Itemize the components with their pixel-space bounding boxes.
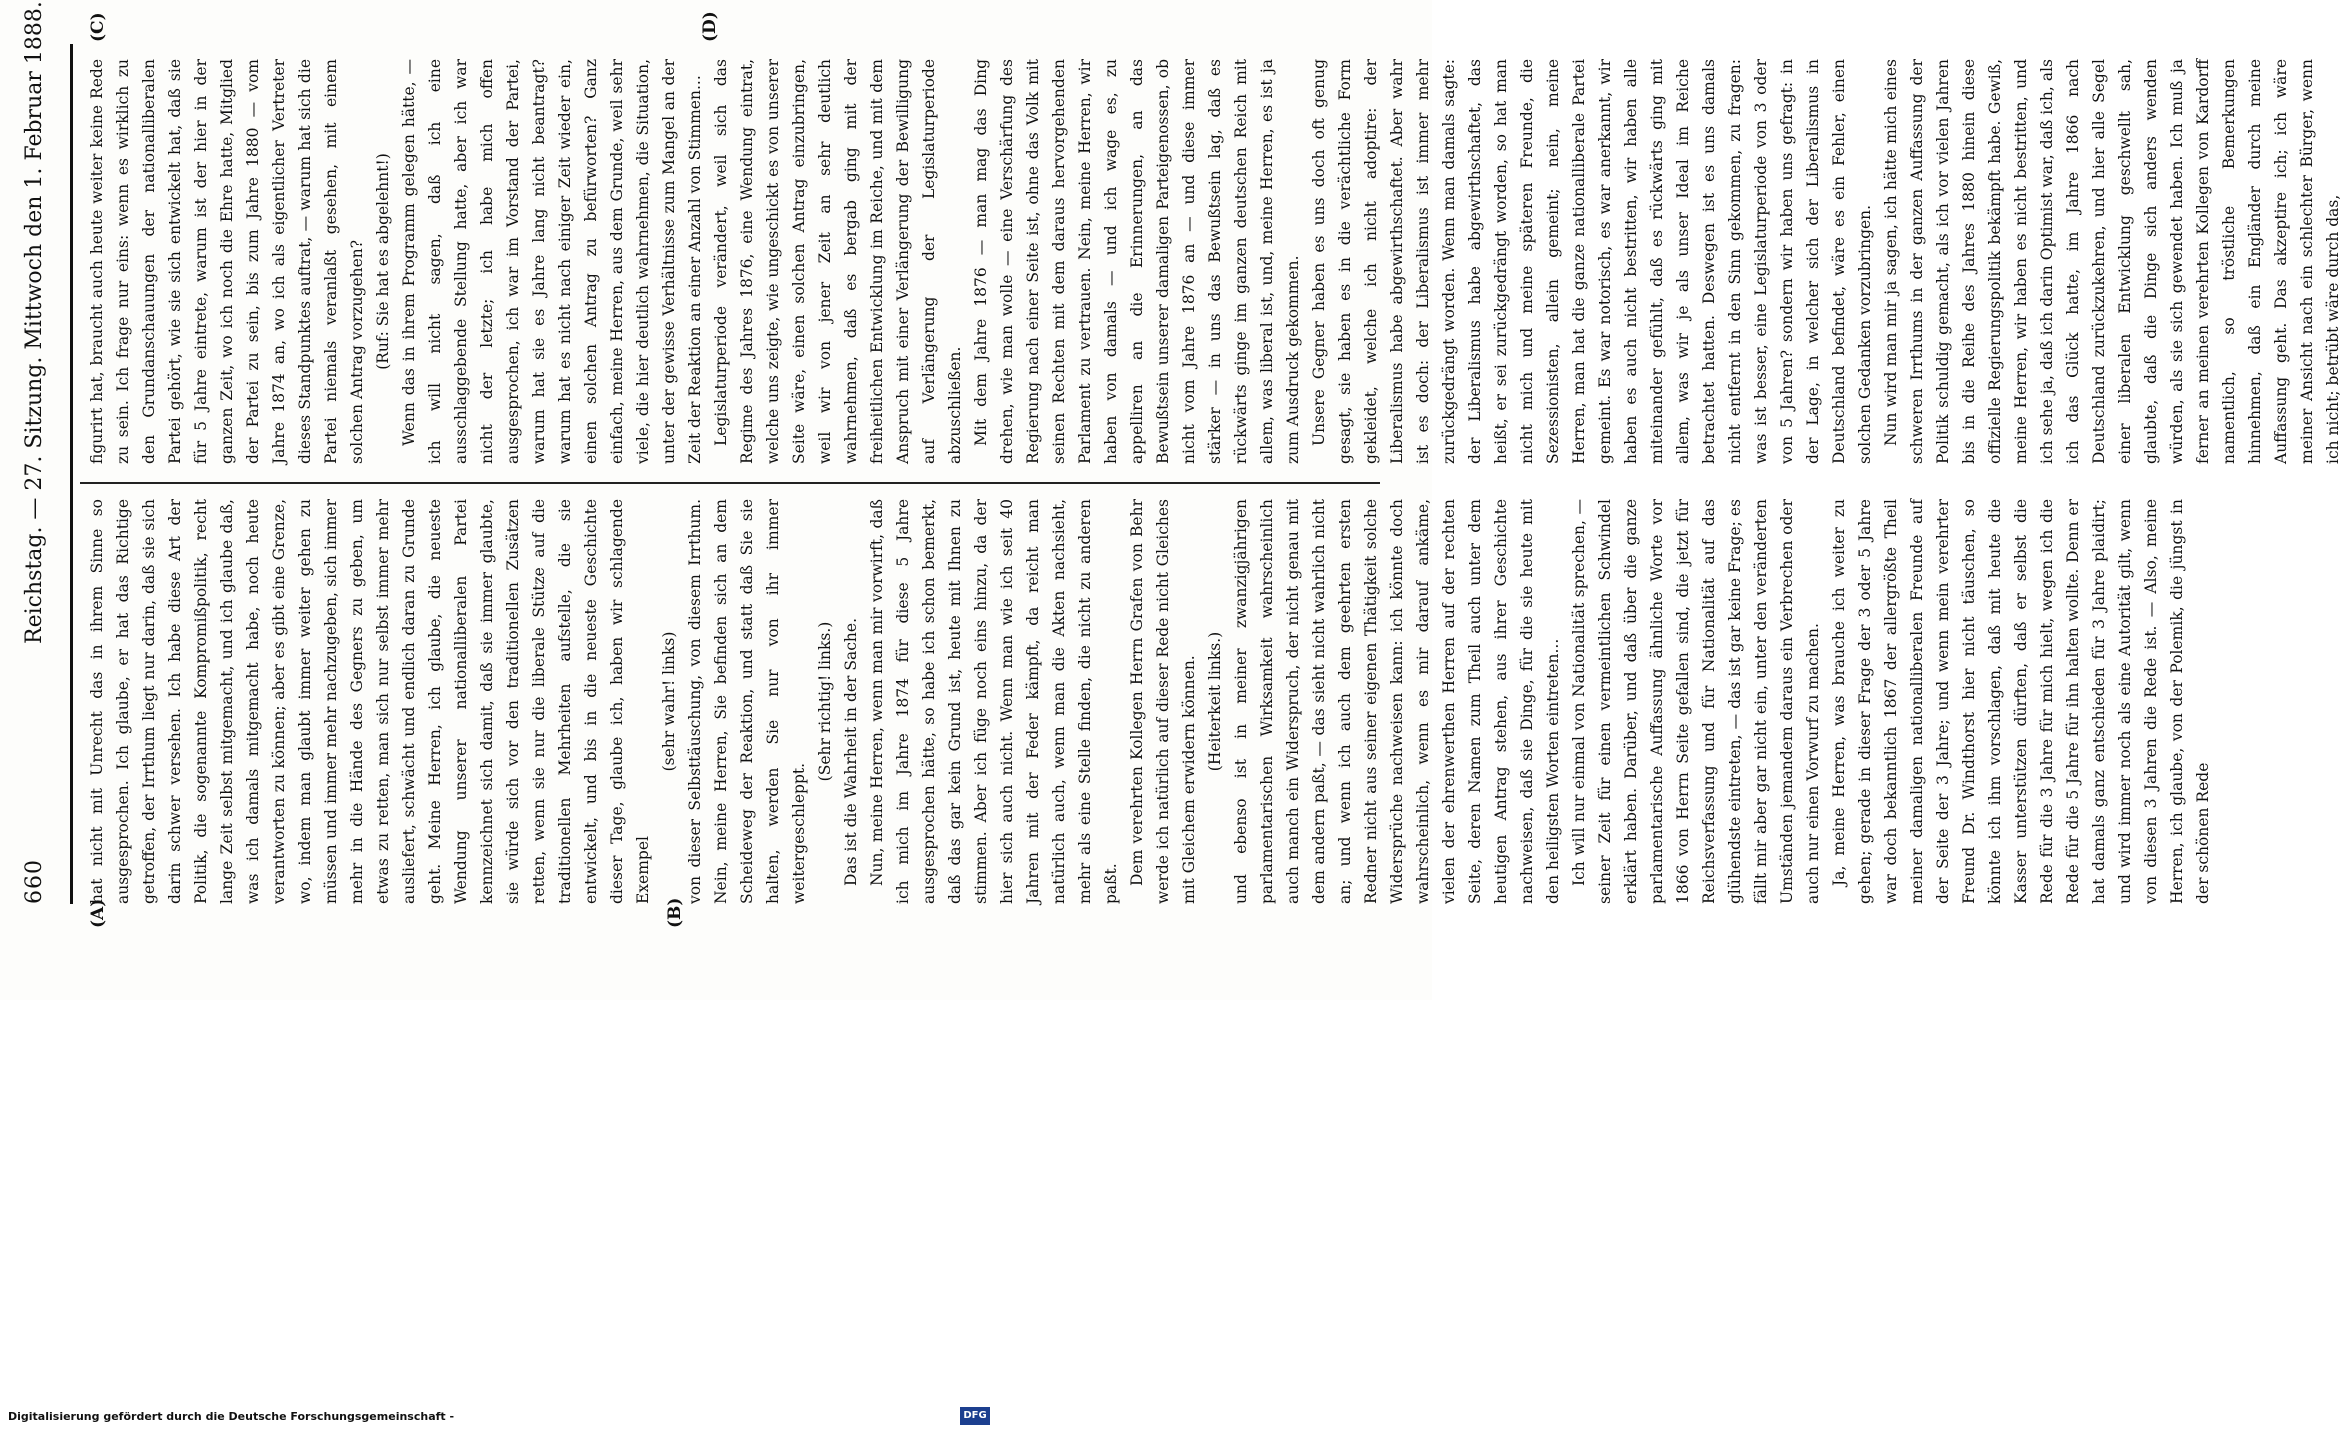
paragraph: Legislaturperiode verändert, weil sich das Regime des Jahres 1876, eine Wendung eintrat, welche uns zeigte, wie ungeschickt es von unserer Seite wäre, einen solchen Antrag einzubringen, weil wir von jener Zeit an sehr deutlich wahrnehmen, daß es bergab ging mit der freiheitlichen Entwicklung im Reiche, und mit dem Anspruch mit einer Verlängerung der Bewilligung auf Verlängerung der Legislaturperiode abzuschließen.: [712, 59, 964, 464]
column-rule: [80, 482, 1380, 484]
dfg-logo: DFG: [960, 1407, 990, 1425]
paragraph: Nun wird man mir ja sagen, ich hätte mich eines schweren Irrthums in der ganzen Auffassung der Politik schuldig gemacht, als ich vor vielen Jahren bis in die Reihe des Jahres 1880 hinein diese offizielle Regierungspolitik bekämpft habe. Gewiß, meine Herren, wir haben es nicht bestritten, und ich sehe ja, daß ich darin Optimist war, daß ich, als ich das Glück hatte, im Jahre 1866 nach Deutschland zurückzukehren, und hier alle Segel einer liberalen Entwicklung geschwellt sah, glaubte, daß die Dinge sich anders wenden würden, als sie sich gewendet haben. Ich muß ja ferner an meinen verehrten Kollegen von Kardorff namentlich, so tröstliche Bemerkungen hinnehmen, daß ein Engländer durch meine Auffassung geht. Das akzeptire ich; ich wäre meiner Ansicht nach ein schlechter Bürger, wenn ich nicht; betrübt wäre durch das,: [1882, 59, 2342, 464]
paragraph: Wenn das in ihrem Programm gelegen hätte, — ich will nicht sagen, daß ich eine ausschlaggebende Stellung hatte, aber ich war nicht der letzte; ich habe mich offen ausgesprochen, ich war im Vorstand der Partei, warum hat sie es Jahre lang nicht beantragt? warum hat es nicht nach einiger Zeit wieder ein, einen solchen Antrag zu befürworten? Ganz einfach, meine Herren, aus dem Grunde, weil sehr viele, die hier deutlich wahrnehmen, die Situation, unter der gewisse Verhältnisse zum Mangel an der Zeit der Reaktion an einer Anzahl von Stimmen...: [400, 59, 704, 464]
paragraph: von dieser Selbsttäuschung, von diesem Irrthum. Nein, meine Herren, Sie befinden sich an dem Scheideweg der Reaktion, und statt daß Sie sie halten, werden Sie nur von ihr immer weitergeschleppt.: [686, 499, 808, 904]
paragraph: und ebenso ist in meiner zwanzigjährigen parlamentarischen Wirksamkeit wahrscheinlich auch manch ein Widerspruch, der nicht genau mit dem andern paßt, — das sieht nicht wahrlich nicht an; und wenn ich auch dem geehrten ersten Redner nicht aus seiner eigenen Thätigkeit solche Widersprüche nachweisen kann: ich könnte doch wahrscheinlich, wenn es mir darauf ankäme, vielen der ehrenwerthen Herren auf der rechten Seite, deren Namen zum Theil auch unter dem heutigen Antrag stehen, aus ihrer Geschichte nachweisen, daß sie Dinge, für die sie heute mit den heiligsten Worten eintreten...: [1232, 499, 1562, 904]
left-column: [84, 499, 2212, 904]
margin-marker-b: (B): [665, 897, 685, 928]
interjection: (Ruf: Sie hat es abgelehnt!): [374, 153, 392, 370]
paragraph: hat nicht mit Unrecht das in ihrem Sinne so ausgesprochen. Ich glaube, er hat das Richtige getroffen, der Irrthum liegt nur darin, daß sie sich darin schwer versehen. Ich habe diese Art der Politik, die sogenannte Kompromißpolitik, recht lange Zeit selbst mitgemacht, und ich glaube daß, was ich damals mitgemacht habe, noch heute verantworten zu können; aber es gibt eine Grenze, wo, indem man glaubt immer weiter gehen zu müssen und immer mehr nachzugeben, sich immer mehr in die Hände des Gegners zu geben, um etwas zu retten, man sich nur selbst immer mehr ausliefert, schwächt und endlich daran zu Grunde geht. Meine Herren, ich glaube, die neueste Wendung unserer nationalliberalen Partei kennzeichnet sich damit, daß sie immer glaubte, sie würde sich vor den traditionellen Zusätzen retten, wenn sie nur die liberale Stütze auf die traditionellen Mehrheiten aufstelle, die sie entwickelt, und bis in die neueste Geschichte dieser Tage, glaube ich, haben wir schlagende Exempel: [88, 499, 652, 904]
page-number: 660: [22, 859, 47, 904]
paragraph: figurirt hat, braucht auch heute weiter keine Rede zu sein. Ich frage nur eins: wenn es wirklich zu den Grundanschauungen der nationalliberalen Partei gehört, wie sie sich entwickelt hat, daß sie für 5 Jahre eintrete, warum ist der hier in der ganzen Zeit, wo ich noch die Ehre hatte, Mitglied der Partei zu sein, bis zum Jahre 1880 — vom Jahre 1874 an, wo ich als eigentlicher Vertreter dieses Standpunktes auftrat, — warum hat sich die Partei niemals veranlaßt gesehen, mit einem solchen Antrag vorzugehen?: [88, 59, 366, 464]
page-header: [8, 1, 68, 904]
paragraph: Mit dem Jahre 1876 — man mag das Ding drehen, wie man wolle — eine Verschärfung des Regierung nach einer Seite ist, ohne das Volk mit seinen Rechten mit dem daraus hervorgehenden Parlament zu vertrauen. Nein, meine Herren, wir haben von damals — und ich wage es, zu appelliren an die Erinnerungen, an das Bewußtsein unserer damaligen Parteigenossen, ob nicht vom Jahre 1876 an — und diese immer stärker — in uns das Bewußtsein lag, daß es rückwärts ginge im ganzen deutschen Reich mit allem, was liberal ist, und, meine Herren, es ist ja zum Ausdruck gekommen.: [972, 59, 1302, 464]
paragraph: Unsere Gegner haben es uns doch oft genug gesagt, sie haben es in die verächtliche Form gekleidet, welche ich nicht adoptire: der Liberalismus habe abgewirthschaftet. Aber wahr ist es doch: der Liberalismus ist immer mehr zurückgedrängt worden. Wenn man damals sagte: der Liberalismus habe abgewirthschaftet, das heißt, er sei zurückgedrängt worden, so hat man nicht mich und meine späteren Freunde, die Sezessionisten, allein gemeint; nein, meine Herren, man hat die ganze nationalliberale Partei gemeint. Es war notorisch, es war anerkannt, wir haben es auch nicht bestritten, wir haben alle miteinander gefühlt, daß es rückwärts ging mit allem, was wir je als unser Ideal im Reiche betrachtet hatten. Deswegen ist es uns damals nicht entfernt in den Sinn gekommen, zu fragen: was ist besser, eine Legislaturperiode von 3 oder von 5 Jahren? sondern wir haben uns gefragt: in der Lage, in welcher sich der Liberalismus in Deutschland befindet, wäre es ein Fehler, einen solchen Gedanken vorzubringen.: [1310, 59, 1874, 464]
paragraph: Ja, meine Herren, was brauche ich weiter zu gehen; gerade in dieser Frage der 3 oder 5 Jahre war doch bekanntlich 1867 der allergrößte Theil meiner damaligen nationalliberalen Freunde auf der Seite der 3 Jahre; und wenn mein verehrter Freund Dr. Windthorst hier nicht täuschen, so könnte ich ihm vorschlagen, daß mit heute die Kasser unterstützen dürften, daß er selbst die Rede für die 3 Jahre für mich hielt, wegen ich die Rede für die 5 Jahre für ihn halten wollte. Denn er hat damals ganz entschieden für 3 Jahre plaidirt; und wird immer noch als eine Autorität gilt, wenn von diesen 3 Jahren die Rede ist. — Also, meine Herren, ich glaube, von der Polemik, die jüngst in der schönen Rede: [1830, 499, 2212, 904]
footer-credit: Digitalisierung gefördert durch die Deutsche Forschungsgemeinschaft -: [8, 1410, 455, 1423]
running-title: Reichstag. — 27. Sitzung. Mittwoch den 1. Februar 1888.: [22, 1, 47, 644]
interjection: (sehr wahr! links): [660, 631, 678, 772]
margin-marker-c: (C): [88, 12, 108, 42]
paragraph: Nun, meine Herren, wenn man mir vorwirft, daß ich mich im Jahre 1874 für diese 5 Jahre ausgesprochen hätte, so habe ich schon bemerkt, daß das gar kein Grund ist, heute mit Ihnen zu stimmen. Aber ich füge noch eins hinzu, da der hier sich auch nicht. Wenn man wie ich seit 40 Jahren mit der Feder kämpft, da reicht man natürlich auch, wenn man die Akten nachsieht, mehr als eine Stelle finden, die nicht zu anderen paßt.: [868, 499, 1120, 904]
margin-marker-d: (D): [700, 11, 720, 42]
interjection: (Heiterkeit links.): [1206, 631, 1224, 772]
paragraph: Ich will nur einmal von Nationalität sprechen, — seiner Zeit für einen vermeintlichen Schwindel erklärt haben. Darüber, und daß über die ganze parlamentarische Auffassung ähnliche Worte vor 1866 von Herrn Seite gefallen sind, die jetzt für Reichsverfassung und für Nationalität auf das glühendste eintreten, — das ist gar keine Frage; es fällt mir aber gar nicht ein, unter den veränderten Umständen jemandem daraus ein Verbrechen oder auch nur einen Vorwurf zu machen.: [1570, 499, 1822, 904]
header-rule: [70, 44, 73, 904]
digitization-footer: [0, 1404, 1000, 1432]
interjection: (Sehr richtig! links.): [816, 621, 834, 782]
margin-marker-a: (A): [88, 898, 108, 928]
paragraph: Das ist die Wahrheit in der Sache.: [842, 617, 860, 886]
paragraph: Dem verehrten Kollegen Herrn Grafen von Behr werde ich natürlich auf dieser Rede nicht Gleiches mit Gleichem erwidern können.: [1128, 499, 1198, 904]
right-column: [84, 59, 2342, 464]
